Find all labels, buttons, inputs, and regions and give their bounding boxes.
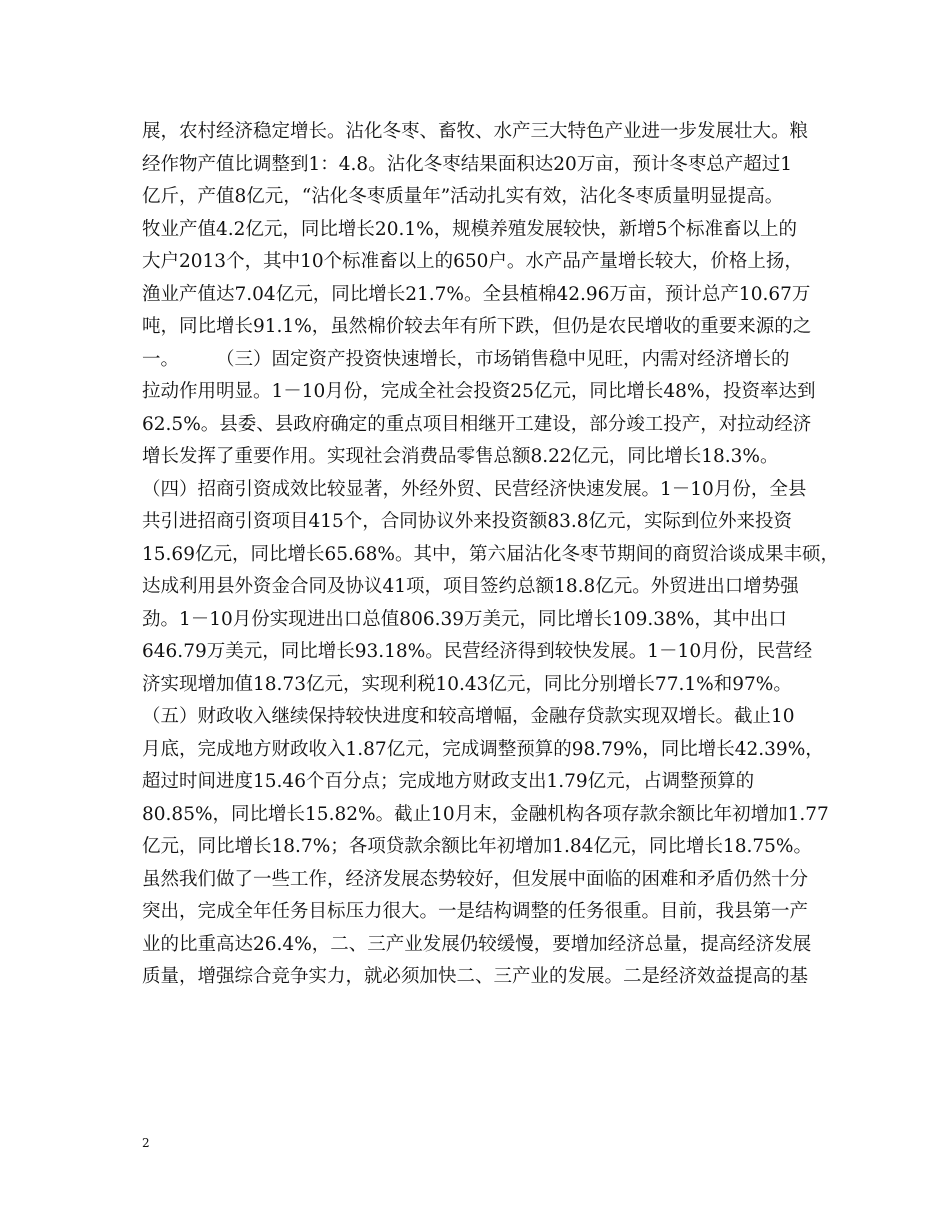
body-text [142,116,840,994]
text-line: 80.85%，同比增长15.82%。截止10月末，金融机构各项存款余额比年初增加1.77 [142,803,829,825]
text-line: 超过时间进度15.46个百分点；完成地方财政支出1.79亿元，占调整预算的 [142,771,755,792]
text-line: 亿元，同比增长18.7%；各项贷款余额比年初增加1.84亿元，同比增长18.75%。 [142,836,813,857]
text-line: 劲。1－10月份实现进出口总值806.39万美元，同比增长109.38%，其中出口 [142,608,787,630]
text-line: 15.69亿元，同比增长65.68%。其中，第六届沾化冬枣节期间的商贸洽谈成果丰硕， [142,543,840,565]
text-line: 虽然我们做了一些工作，经济发展态势较好，但发展中面临的困难和矛盾仍然十分 [142,868,809,890]
page-number: 2 [142,1136,150,1150]
text-line: 经作物产值比调整到1：4.8。沾化冬枣结果面积达20万亩，预计冬枣总产超过1 [142,153,793,175]
text-line: （五）财政收入继续保持较快进度和较高增幅，金融存贷款实现双增长。截止10 [142,706,795,727]
text-line: 渔业产值达7.04亿元，同比增长21.7%。全县植棉42.96万亩，预计总产10.67万 [142,283,811,305]
text-line: 大户2013个，其中10个标准畜以上的650户。水产品产量增长较大，价格上扬， [142,251,803,272]
text-line: 质量，增强综合竞争实力，就必须加快二、三产业的发展。二是经济效益提高的基 [142,966,809,987]
text-line: 一。 （三）固定资产投资快速增长，市场销售稳中见旺，内需对经济增长的 [142,348,790,370]
text-line: 牧业产值4.2亿元，同比增长20.1%，规模养殖发展较快，新增5个标准畜以上的 [142,218,797,240]
text-line: 展，农村经济稳定增长。沾化冬枣、畜牧、水产三大特色产业进一步发展壮大。粮 [142,121,809,142]
text-line: 拉动作用明显。1－10月份，完成全社会投资25亿元，同比增长48%，投资率达到 [142,381,816,402]
text-line: 亿斤，产值8亿元，“沾化冬枣质量年”活动扎实有效，沾化冬枣质量明显提高。 [142,186,784,207]
text-line: 突出，完成全年任务目标压力很大。一是结构调整的任务很重。目前，我县第一产 [142,901,809,922]
text-line: 共引进招商引资项目415个，合同协议外来投资额83.8亿元，实际到位外来投资 [142,511,793,532]
text-line: 达成利用县外资金合同及协议41项，项目签约总额18.8亿元。外贸进出口增势强 [142,576,799,597]
text-line: 月底，完成地方财政收入1.87亿元，完成调整预算的98.79%，同比增长42.39%， [142,738,824,760]
text-line: 646.79万美元，同比增长93.18%。民营经济得到较快发展。1－10月份，民营经 [142,641,813,662]
text-line: 业的比重高达26.4%，二、三产业发展仍较缓慢，要增加经济总量，提高经济发展 [142,933,812,955]
text-line: 济实现增加值18.73亿元，实现利税10.43亿元，同比分别增长77.1%和97%。 [142,673,792,695]
text-line: 62.5%。县委、县政府确定的重点项目相继开工建设，部分竣工投产，对拉动经济 [142,413,812,435]
text-line: （四）招商引资成效比较显著，外经外贸、民营经济快速发展。1－10月份，全县 [142,478,807,500]
text-line: 增长发挥了重要作用。实现社会消费品零售总额8.22亿元，同比增长18.3%。 [142,446,779,467]
text-line: 吨，同比增长91.1%，虽然棉价较去年有所下跌，但仍是农民增收的重要来源的之 [142,316,812,337]
